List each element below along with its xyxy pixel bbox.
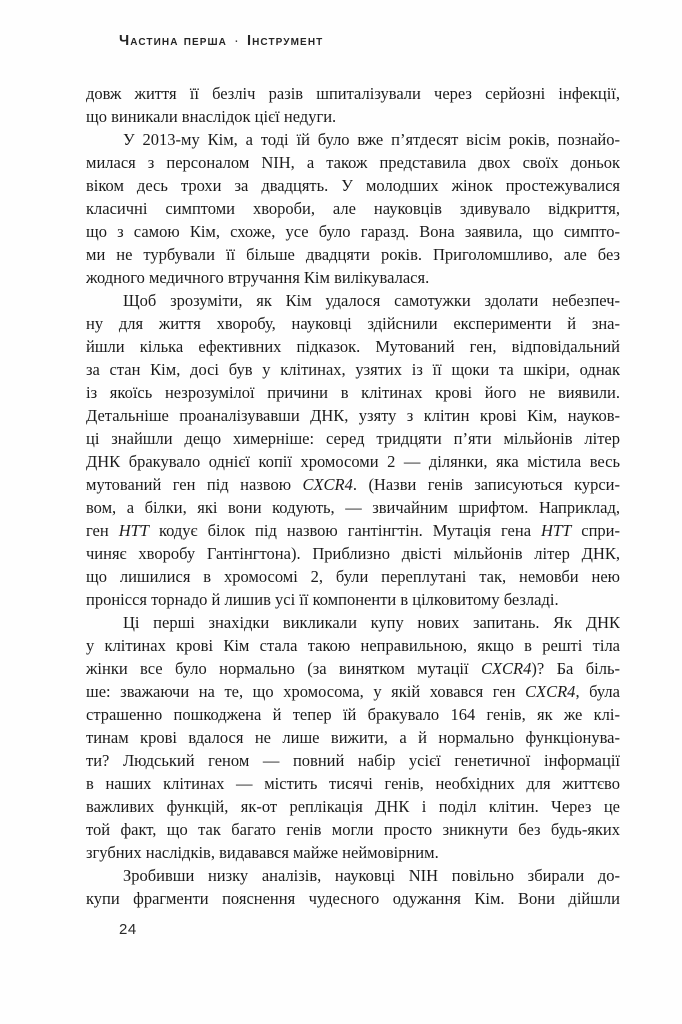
text-segment: Зробивши низку аналізів, науковці NIH повільно збирали до- xyxy=(123,866,620,885)
text-line xyxy=(86,726,620,749)
text-line xyxy=(86,220,620,243)
text-segment: купи фрагменти пояснення чудесного одужання Кім. Вони дійшли xyxy=(86,889,620,908)
running-head xyxy=(119,33,323,49)
text-line xyxy=(86,841,620,864)
gene-name-italic: CXCR4 xyxy=(525,682,576,701)
text-line xyxy=(86,749,620,772)
text-line xyxy=(86,450,620,473)
text-line xyxy=(86,151,620,174)
text-segment: ген xyxy=(86,521,119,540)
text-segment: Ці перші знахідки викликали купу нових запитань. Як ДНК xyxy=(123,613,620,632)
gene-name-italic: HTT xyxy=(541,521,572,540)
text-segment: мутований ген під назвою xyxy=(86,475,303,494)
text-segment: страшенно пошкоджена й тепер їй бракувало 164 генів, як же клі- xyxy=(86,705,620,724)
text-segment: кодує білок під назвою гантінгтін. Мутація гена xyxy=(148,521,541,540)
text-segment: згубних наслідків, видавався майже неймовірним. xyxy=(86,843,439,862)
text-line xyxy=(86,496,620,519)
text-line xyxy=(86,266,620,289)
paragraph xyxy=(86,128,620,289)
text-line xyxy=(86,312,620,335)
paragraph xyxy=(86,864,620,910)
text-segment: ну для життя хворобу, науковці здійснили експерименти й зна- xyxy=(86,314,620,333)
text-line xyxy=(86,128,620,151)
text-segment: пронісся торнадо й лишив усі її компоненти в цілковитому безладі. xyxy=(86,590,559,609)
text-line xyxy=(86,703,620,726)
text-line xyxy=(86,772,620,795)
text-segment: Щоб зрозуміти, як Кім удалося самотужки здолати небезпеч- xyxy=(123,291,620,310)
text-line xyxy=(86,427,620,450)
text-line xyxy=(86,473,620,496)
text-line xyxy=(86,680,620,703)
text-segment: вом, а білки, які вони кодують, — звичайним шрифтом. Наприклад, xyxy=(86,498,620,517)
text-line xyxy=(86,887,620,910)
text-line xyxy=(86,864,620,887)
text-segment: У 2013-му Кім, а тоді їй було вже п’ятдесят вісім років, познайо- xyxy=(123,130,620,149)
text-line xyxy=(86,634,620,657)
text-segment: в наших клітинах — містить тисячі генів, необхідних для життєво xyxy=(86,774,620,793)
text-line xyxy=(86,82,620,105)
text-line xyxy=(86,289,620,312)
text-line xyxy=(86,657,620,680)
gene-name-italic: CXCR4 xyxy=(480,659,532,678)
text-segment: що з самою Кім, схоже, усе було гаразд. Вона заявила, що симпто- xyxy=(86,222,620,241)
text-line xyxy=(86,381,620,404)
gene-name-italic: CXCR4 xyxy=(302,475,353,494)
text-line xyxy=(86,542,620,565)
text-line xyxy=(86,105,620,128)
text-segment: чиняє хворобу Гантінгтона). Приблизно двісті мільйонів літер ДНК, xyxy=(86,544,620,563)
text-line xyxy=(86,404,620,427)
text-segment: класичні симптоми хвороби, але науковців здивувало відкриття, xyxy=(86,199,620,218)
text-segment: віком десь трохи за двадцять. У молодших жінок простежувалися xyxy=(86,176,620,195)
text-segment: ці знайшли дещо химерніше: серед тридцяти п’яти мільйонів літер xyxy=(86,429,620,448)
text-segment: . (Назви генів записуються курси- xyxy=(352,475,620,494)
text-line xyxy=(86,197,620,220)
text-segment: тинам крові вдалося не лише вижити, а й нормально функціонува- xyxy=(86,728,620,747)
running-head-chapter: Інструмент xyxy=(246,33,324,49)
text-segment: у клітинах крові Кім стала такою неправильною, якщо в решті тіла xyxy=(86,636,620,655)
running-head-separator: · xyxy=(234,33,240,49)
text-segment: спри- xyxy=(571,521,620,540)
text-line xyxy=(86,519,620,542)
text-segment: жінки все було нормально (за винятком мутації xyxy=(86,659,481,678)
text-segment: ДНК бракувало однієї копії хромосоми 2 — ділянки, яка містила весь xyxy=(86,452,620,471)
text-line xyxy=(86,611,620,634)
text-segment: за стан Кім, досі був у клітинах, узятих із її щоки та шкіри, однак xyxy=(86,360,620,379)
text-segment: ти? Людський геном — повний набір усієї генетичної інформації xyxy=(86,751,620,770)
text-segment: жодного медичного втручання Кім вилікувалася. xyxy=(86,268,430,287)
text-segment: Детальніше проаналізувавши ДНК, узяту з клітин крові Кім, науков- xyxy=(86,406,620,425)
text-segment: із якоїсь незрозумілої причини в клітинах крові його не виявили. xyxy=(86,383,620,402)
text-segment: що виникали внаслідок цієї недуги. xyxy=(86,107,337,126)
text-segment: , була xyxy=(575,682,620,701)
text-segment: ше: зважаючи на те, що хромосома, у якій ховався ген xyxy=(86,682,526,701)
text-line xyxy=(86,818,620,841)
text-line xyxy=(86,335,620,358)
paragraph xyxy=(86,611,620,864)
gene-name-italic: HTT xyxy=(118,521,149,540)
text-segment: ми не турбували її більше двадцяти років. Приголомшливо, але без xyxy=(86,245,620,264)
text-segment: )? Ба біль- xyxy=(531,659,620,678)
text-segment: важливих функцій, як-от реплікація ДНК і поділ клітин. Через це xyxy=(86,797,620,816)
text-segment: йшли кілька ефективних підказок. Мутований ген, відповідальний xyxy=(86,337,620,356)
text-line xyxy=(86,243,620,266)
text-segment: милася з персоналом NIH, а також представила двох своїх доньок xyxy=(86,153,620,172)
text-line xyxy=(86,174,620,197)
text-line xyxy=(86,358,620,381)
text-line xyxy=(86,565,620,588)
paragraph xyxy=(86,289,620,611)
running-head-part: Частина перша xyxy=(119,33,227,49)
text-segment: той факт, що так багато генів могли просто зникнути без будь-яких xyxy=(86,820,620,839)
text-segment: довж життя її безліч разів шпиталізували через серйозні інфекції, xyxy=(86,84,620,103)
page-number: 24 xyxy=(119,921,137,938)
paragraph xyxy=(86,82,620,128)
text-line xyxy=(86,795,620,818)
text-block xyxy=(86,82,620,910)
text-segment: що лишилися в хромосомі 2, були переплутані так, немовби нею xyxy=(86,567,620,586)
text-line xyxy=(86,588,620,611)
